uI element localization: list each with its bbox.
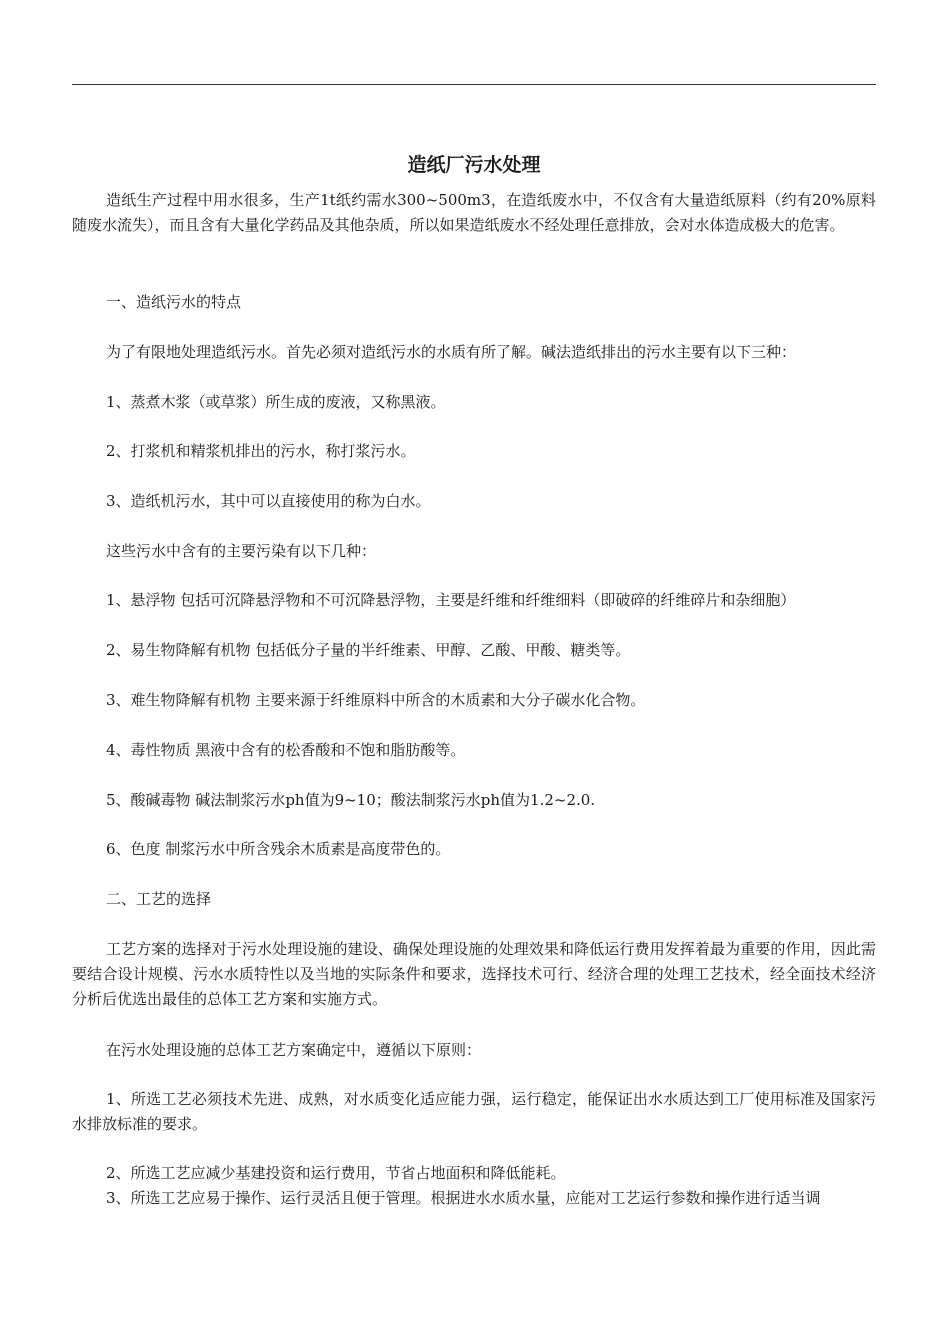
paragraph: 这些污水中含有的主要污染有以下几种： bbox=[106, 542, 377, 560]
list-item: 2、易生物降解有机物 包括低分子量的半纤维素、甲醇、乙酸、甲酸、糖类等。 bbox=[106, 641, 631, 659]
list-item: 1、蒸煮木浆（或草浆）所生成的废液，又称黑液。 bbox=[106, 393, 446, 411]
list-item: 3、造纸机污水，其中可以直接使用的称为白水。 bbox=[106, 492, 431, 510]
list-item: 2、所选工艺应减少基建投资和运行费用，节省占地面积和降低能耗。 bbox=[106, 1164, 566, 1182]
document-title: 造纸厂污水处理 bbox=[407, 154, 541, 176]
intro-paragraph: 造纸生产过程中用水很多，生产1t纸约需水300~500m3，在造纸废水中，不仅含有大量造纸原料（约有20%原料随废水流失），而且含有大量化学药品及其他杂质，所以如果造纸废水不经处理任意排放，会对水体造成极大的危害。 bbox=[72, 191, 876, 234]
list-item: 4、毒性物质 黑液中含有的松香酸和不饱和脂肪酸等。 bbox=[106, 741, 466, 759]
paragraph: 为了有限地处理造纸污水。首先必须对造纸污水的水质有所了解。碱法造纸排出的污水主要有以下三种： bbox=[106, 343, 797, 361]
list-item: 1、所选工艺必须技术先进、成熟，对水质变化适应能力强，运行稳定，能保证出水水质达到工厂使用标准及国家污水排放标准的要求。 bbox=[72, 1090, 876, 1133]
section-heading-process: 二、工艺的选择 bbox=[106, 890, 212, 908]
section-heading-characteristics: 一、造纸污水的特点 bbox=[106, 293, 242, 311]
list-item: 5、酸碱毒物 碱法制浆污水ph值为9~10；酸法制浆污水ph值为1.2~2.0. bbox=[106, 791, 596, 809]
list-item: 6、色度 制浆污水中所含残余木质素是高度带色的。 bbox=[106, 840, 451, 858]
paragraph: 在污水处理设施的总体工艺方案确定中，遵循以下原则： bbox=[106, 1041, 482, 1059]
header-rule bbox=[72, 84, 876, 85]
list-item: 3、所选工艺应易于操作、运行灵活且便于管理。根据进水水质水量，应能对工艺运行参数和操作进行适当调 bbox=[106, 1189, 821, 1207]
list-item: 1、悬浮物 包括可沉降悬浮物和不可沉降悬浮物，主要是纤维和纤维细料（即破碎的纤维碎片和杂细胞） bbox=[106, 591, 796, 609]
list-item: 2、打浆机和精浆机排出的污水，称打浆污水。 bbox=[106, 442, 416, 460]
paragraph: 工艺方案的选择对于污水处理设施的建设、确保处理设施的处理效果和降低运行费用发挥着最为重要的作用，因此需要结合设计规模、污水水质特性以及当地的实际条件和要求，选择技术可行、经济合理的处理工艺技术，经全面技术经济分析后优选出最佳的总体工艺方案和实施方式。 bbox=[72, 940, 876, 1008]
list-item: 3、难生物降解有机物 主要来源于纤维原料中所含的木质素和大分子碳水化合物。 bbox=[106, 691, 646, 709]
